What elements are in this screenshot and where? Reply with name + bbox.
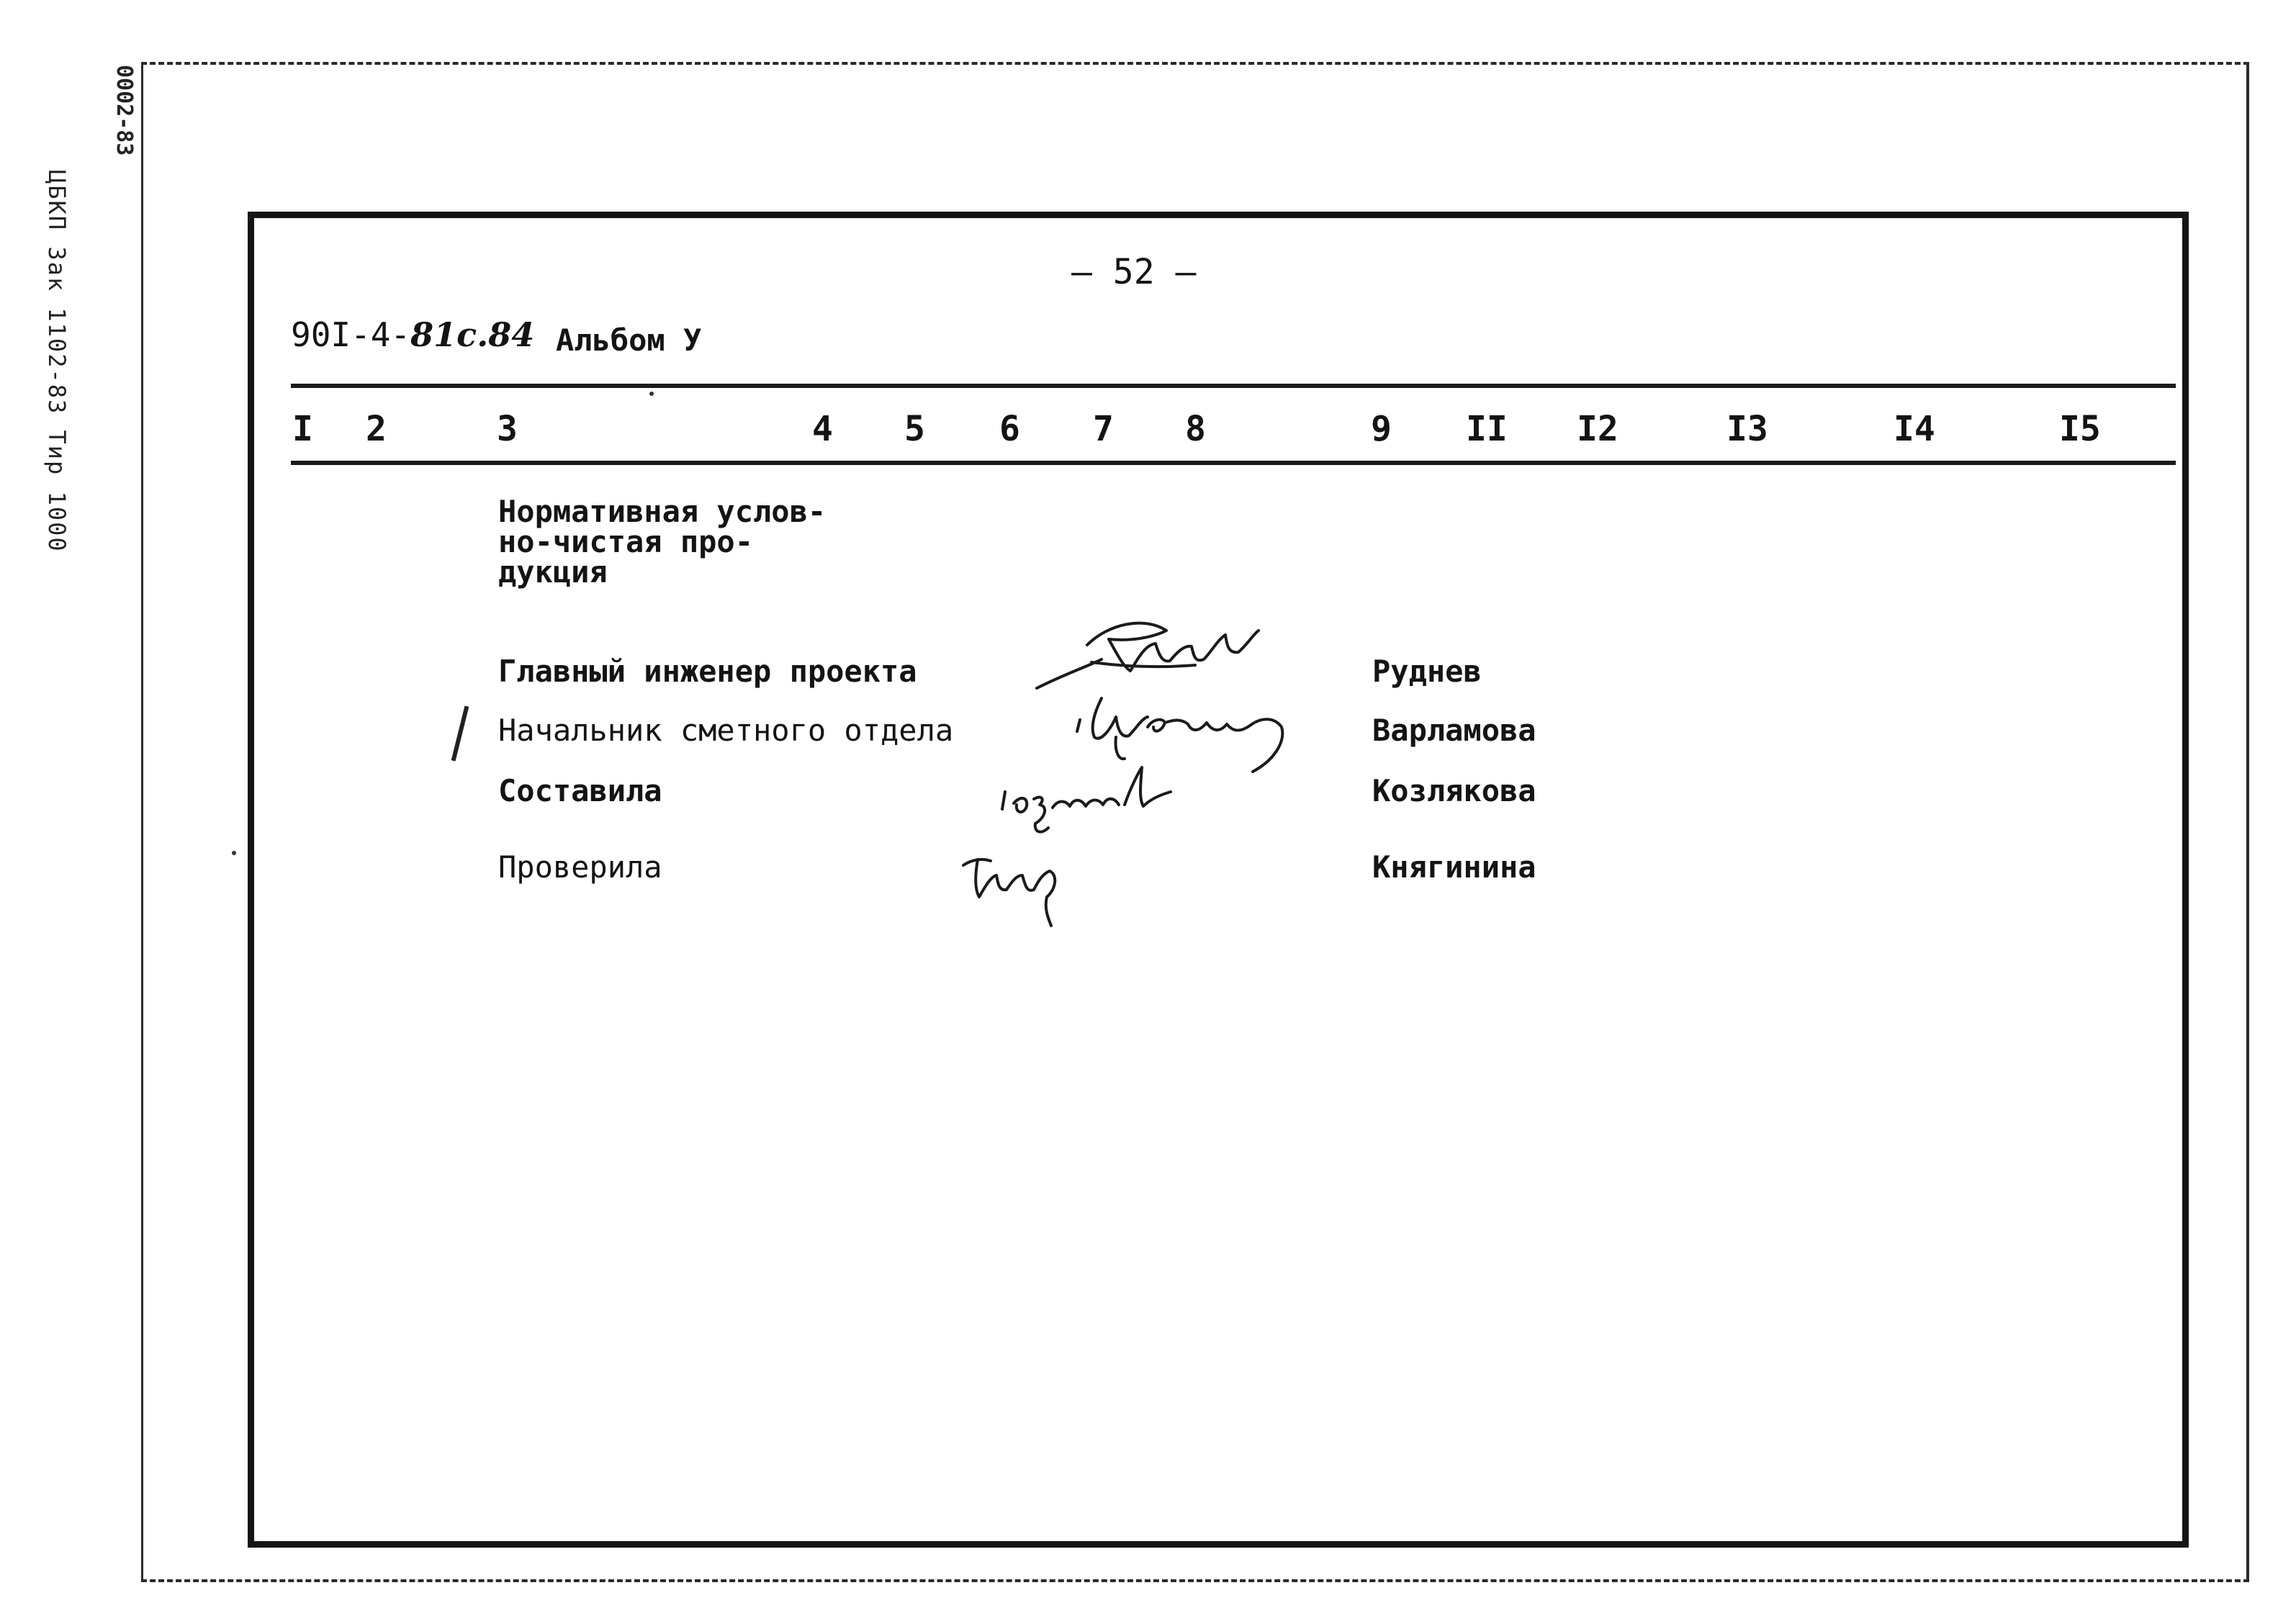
column-header-8: 8 [1185, 409, 1206, 449]
indicator-text: Нормативная услов- но-чистая про- дукция [498, 494, 827, 590]
column-header-4: 4 [812, 409, 833, 449]
role-compiled-by: Составила [498, 773, 662, 808]
column-header-9: 9 [1371, 409, 1392, 449]
print-stamp: ЦБКП Зак 1102-83 Тир 1000 [43, 170, 71, 553]
album-label: Альбом У [556, 322, 702, 358]
role-chief-engineer: Главный инженер проекта [498, 654, 917, 689]
column-header-3: 3 [497, 409, 518, 449]
column-header-13: I3 [1726, 409, 1768, 449]
column-header-6: 6 [999, 409, 1020, 449]
speck [232, 851, 236, 855]
role-estimate-dept-head: Начальник сметного отдела [498, 713, 954, 748]
column-header-11: II [1466, 409, 1508, 449]
document-code-prefix: 90I-4- [291, 315, 411, 354]
page-number: – 52 – [1071, 252, 1197, 292]
name-checked-by: Княгинина [1372, 849, 1536, 885]
name-chief-engineer: Руднев [1372, 654, 1482, 689]
table-header-top-rule [291, 384, 2176, 388]
speck [649, 392, 654, 396]
column-header-14: I4 [1894, 409, 1935, 449]
column-header-15: I5 [2059, 409, 2101, 449]
table-header-bottom-rule [291, 461, 2176, 465]
signature-compiled-by [998, 763, 1185, 842]
column-header-7: 7 [1093, 409, 1114, 449]
column-header-2: 2 [366, 409, 387, 449]
role-checked-by: Проверила [498, 849, 662, 885]
document-code-handwritten: 81c.84 [410, 315, 535, 354]
name-compiled-by: Козлякова [1372, 773, 1536, 808]
document-code [291, 315, 534, 354]
column-header-12: I2 [1577, 409, 1619, 449]
column-header-1: I [292, 409, 313, 449]
signature-checked-by [958, 847, 1102, 933]
column-header-5: 5 [904, 409, 925, 449]
name-estimate-dept-head: Варламова [1372, 713, 1536, 748]
sheet-code: 0002-83 [112, 65, 137, 156]
